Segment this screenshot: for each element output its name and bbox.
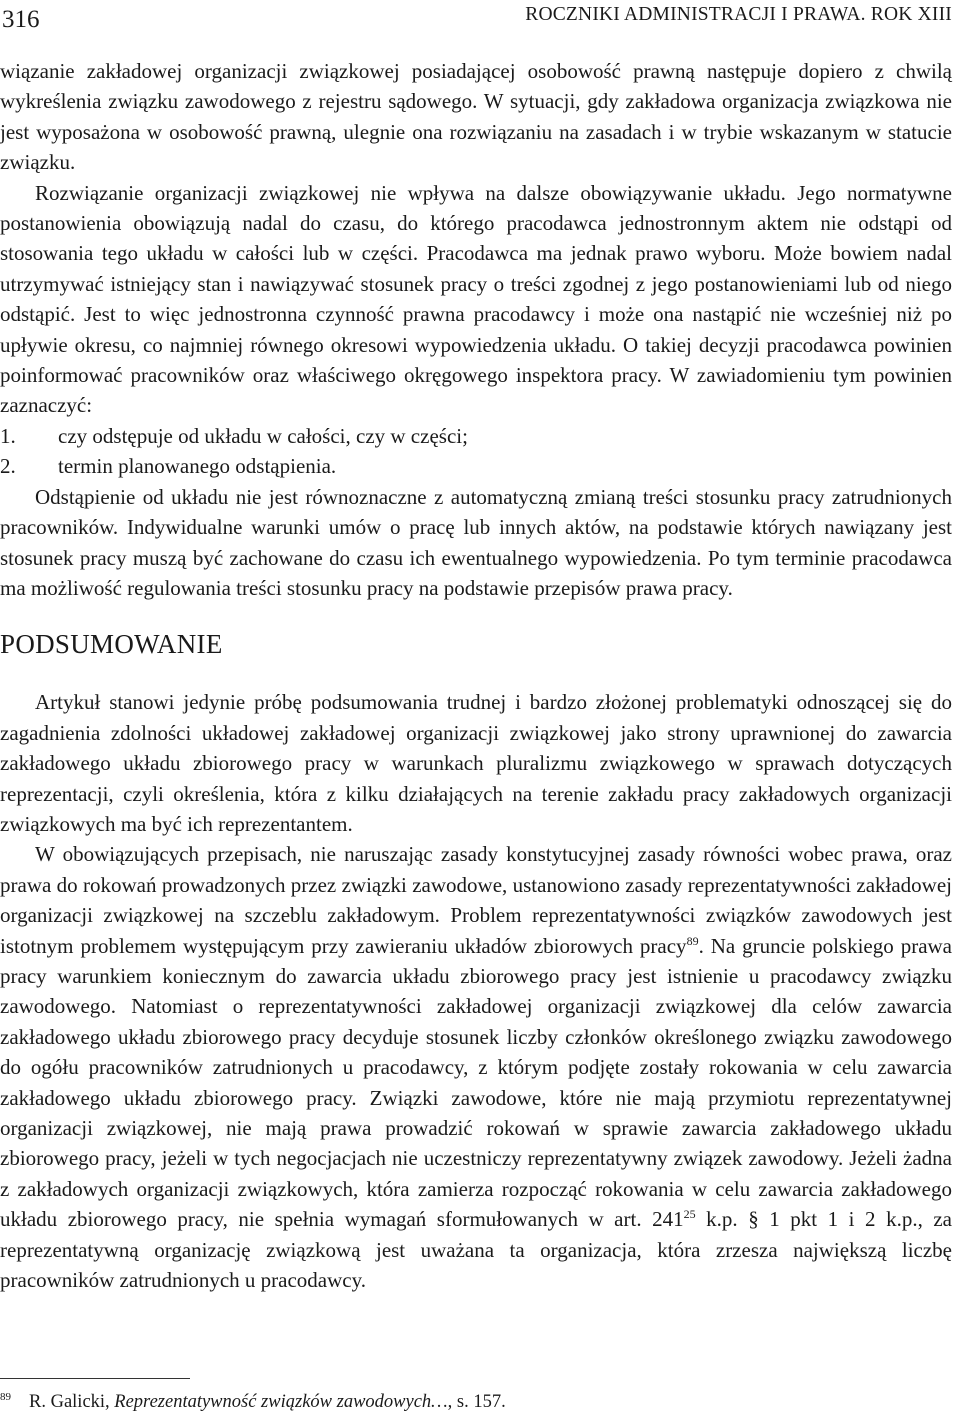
list-item-text: czy odstępuje od układu w całości, czy w części; [58, 423, 468, 448]
paragraph: Odstąpienie od układu nie jest równoznaczne z automatyczną zmianą treści stosunku pracy zatrudnionych pracowników. Indywidualne warunki umów o pracę lub innych aktów, na podstawie których nawiązany jest stosunek pracy muszą być zachowane do czasu ich ewentualnego wypowiedzenia. Po tym terminie pracodawca ma możliwość regulowania treści stosunku pracy na podstawie przepisów prawa pracy. [0, 484, 952, 600]
footnote-cited-title: Reprezentatywność związków zawodowych… [114, 1392, 448, 1412]
footnote-divider [0, 1378, 190, 1379]
paragraph-continued: wiązanie zakładowej organizacji związkowej posiadającej osobowość prawną następuje dopiero z chwilą wykreślenia związku zawodowego z rejestru sądowego. W sytuacji, gdy zakładowa organizacja związkowa nie jest wyposażona w osobowość prawną, ulegnie ona rozwiązaniu na zasadach i w trybie wskazanym w statucie związku. [0, 59, 952, 175]
list-item-number: 2. [0, 454, 16, 479]
footnote-text: R. Galicki, [29, 1392, 115, 1412]
paragraph: Rozwiązanie organizacji związkowej nie wpływa na dalsze obowiązywanie układu. Jego normatywne postanowienia obowiązują nadal do czasu, do którego pracodawca jednostronnym aktem nie odstąpi od stosowania tego układu w całości lub w części. Pracodawca ma jednak prawo wyboru. Może bowiem nadal utrzymywać istniejący stan i nawiązywać stosunek pracy o treści zgodnej z jego postanowieniami lub od niego odstąpić. Jest to więc jednostronna czynność prawna pracodawcy i może ona nastąpić nie wcześniej niż po upływie okresu, co najmniej równego okresowi wypowiedzenia układu. O takiej decyzji pracodawca powinien poinformować pracowników oraz właściwego okręgowego inspektora pracy. W zawiadomieniu tym powinien zaznaczyć: [0, 180, 952, 418]
running-title: ROCZNIKI ADMINISTRACJI I PRAWA. ROK XIII [525, 4, 952, 25]
list-item-text: termin planowanego odstąpienia. [58, 454, 337, 479]
footnote [0, 1385, 952, 1414]
page-header [0, 0, 960, 44]
paragraph-text: . Na gruncie polskiego prawa pracy warunkiem koniecznym do zawarcia układu zbiorowego pracy jest istnienie u pracodawcy związku zawodowego. Natomiast o reprezentatywności zakładowej organizacji związkowej dla celów zawarcia zakładowego układu zbiorowego pracy decyduje stosunek liczby członków określonego związku zawodowego do ogółu pracowników zatrudnionych u pracodawcy, z którym podjęte zostały rokowania w celu zawarcia zakładowego układu zbiorowego pracy. Związki zawodowe, które nie mają przymiotu reprezentatywnej organizacji związkowej, nie mają prawa prowadzić rokowań w sprawie zawarcia zakładowego układu zbiorowego pracy, jeżeli w tych negocjacjach nie uczestniczy reprezentatywny związek zawodowy. Jeżeli żadna z zakładowych organizacji związkowych, która zamierza rozpocząć rokowania w celu zawarcia zakładowego układu zbiorowego pracy, nie spełnia wymagań sformułowanych w art. 241 [0, 933, 952, 1232]
list-item-number: 1. [0, 423, 16, 448]
section-body [0, 687, 952, 1295]
footnote-text: , s. 157. [447, 1392, 506, 1412]
numbered-list [0, 421, 952, 482]
paragraph-text: k.p. § 1 pkt 1 i 2 k.p., za reprezentatywną organizację związkową jest uważana ta organizacja, która zrzesza największą liczbę pracowników zatrudnionych u pracodawcy. [0, 1207, 953, 1293]
page-body [0, 56, 952, 1295]
paragraph: Artykuł stanowi jedynie próbę podsumowania trudnej i bardzo złożonej problematyki odnoszącej się do zagadnienia zdolności układowej zakładowej organizacji związkowej jako strony uprawnionej do zawarcia zakładowego układu zbiorowego pracy w warunkach pluralizmu związkowego w sprawach dotyczących reprezentacji, czyli określenia, która z kilku działających na terenie zakładu pracy zakładowych organizacji związkowych ma być ich reprezentantem. [0, 690, 952, 836]
footnote-reference[interactable]: 89 [686, 933, 699, 948]
paragraph-text: W obowiązujących przepisach, nie naruszając zasady konstytucyjnej zasady równości wobec prawa, oraz prawa do rokowań prowadzonych przez związki zawodowe, ustanowiono zasady reprezentatywności zakładowej organizacji związkowej na szczeblu zakładowym. Problem reprezentatywności związków zawodowych jest istotnym problemem występującym przy zawieraniu układów zbiorowych pracy [0, 842, 952, 958]
page-number: 316 [2, 6, 40, 33]
footnote-number: 89 [0, 1391, 11, 1403]
list-item [0, 451, 952, 481]
paragraph [0, 839, 952, 1295]
section-heading: PODSUMOWANIE [0, 629, 223, 660]
list-item [0, 421, 952, 451]
article-superscript: 25 [683, 1207, 696, 1222]
